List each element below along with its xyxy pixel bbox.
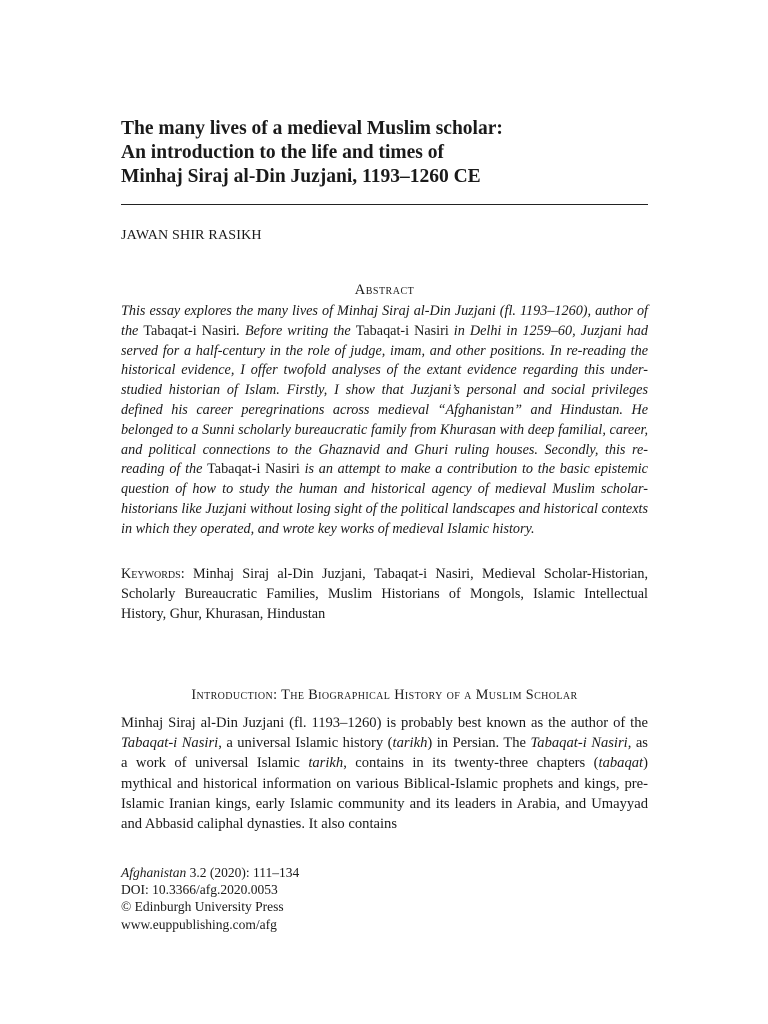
abstract-heading: Abstract [354,282,415,298]
journal-issue: 3.2 (2020): 111–134 [186,865,300,880]
journal-citation [121,864,521,881]
doi: DOI: 10.3366/afg.2020.0053 [121,882,278,898]
introduction-paragraph [121,713,648,834]
article-title [121,117,661,189]
publisher-url[interactable]: www.euppublishing.com/afg [121,916,277,932]
abstract-segment: Tabaqat-i Nasiri [207,461,300,478]
author-name: JAWAN SHIR RASIKH [121,228,262,243]
keywords [121,565,648,624]
title-line-2: An introduction to the life and times of [121,142,445,163]
abstract-segment: is an attempt to make a contribution to the basic epistemic question of how to study the human and historical agency of medieval Muslim scholar-historians like Juzjani without losing sight of the political landscapes and historical contexts in which they operated, and wrote key works of medieval Islamic history. [121,461,648,537]
abstract-segment: This essay explores the many lives of Minhaj Siraj al-Din Juzjani (fl. 1193–1260), author of the [121,303,648,339]
intro-segment: ) mythical and historical information on various Biblical-Islamic prophets and kings, pre-Islamic Iranian kings, early Islamic community and its leaders in Arabia, and Umayyad and Abbasid caliphal dynasties. It also contains [121,755,648,833]
intro-segment: Tabaqat-i Nasiri [121,735,219,752]
abstract-segment: Tabaqat-i Nasiri [355,322,449,339]
section-heading: Introduction: The Biographical History of a Muslim Scholar [191,687,578,703]
intro-segment: , contains in its twenty-three chapters ( [343,755,599,772]
keywords-label: Keywords: [121,566,185,582]
title-line-3: Minhaj Siraj al-Din Juzjani, 1193–1260 CE [121,166,481,187]
intro-segment: Tabaqat-i Nasiri [530,735,628,752]
abstract-segment: . Before writing the [236,322,356,339]
intro-segment: ) in Persian. The [427,735,531,752]
journal-name: Afghanistan [121,865,187,880]
abstract-segment: Tabaqat-i Nasiri [143,322,237,339]
title-line-1: The many lives of a medieval Muslim scholar: [121,118,503,139]
intro-segment: tarikh [392,735,428,752]
intro-segment: Minhaj Siraj al-Din Juzjani (fl. 1193–1260) is probably best known as the author of the [121,715,648,731]
intro-segment: tabaqat [598,755,644,772]
abstract-segment: in Delhi in 1259–60, Juzjani had served for a half-century in the role of judge, imam, and other positions. In re-reading the historical evidence, I offer twofold analyses of the extant evidence regarding this under-studied historian of Islam. Firstly, I show that Juzjani’s personal and social privileges defined his career peregrinations across medieval “Afghanistan” and Hindustan. He belonged to a Sunni scholarly bureaucratic family from Khurasan with deep familial, career, and political connections to the Ghaznavid and Ghuri ruling houses. Secondly, this re-reading of the [121,322,648,478]
intro-segment: , a universal Islamic history ( [218,735,393,752]
intro-segment: , as a work of universal Islamic [121,735,648,772]
intro-segment: tarikh [308,755,344,772]
publisher: © Edinburgh University Press [121,899,284,915]
title-divider [121,204,648,205]
publication-footer [121,864,521,933]
keywords-text: Minhaj Siraj al-Din Juzjani, Tabaqat-i Nasiri, Medieval Scholar-Historian, Scholarly Bureaucratic Families, Muslim Historians of Mongols, Islamic Intellectual History, Ghur, Khurasan, Hindustan [121,566,648,622]
abstract-body [121,302,648,540]
